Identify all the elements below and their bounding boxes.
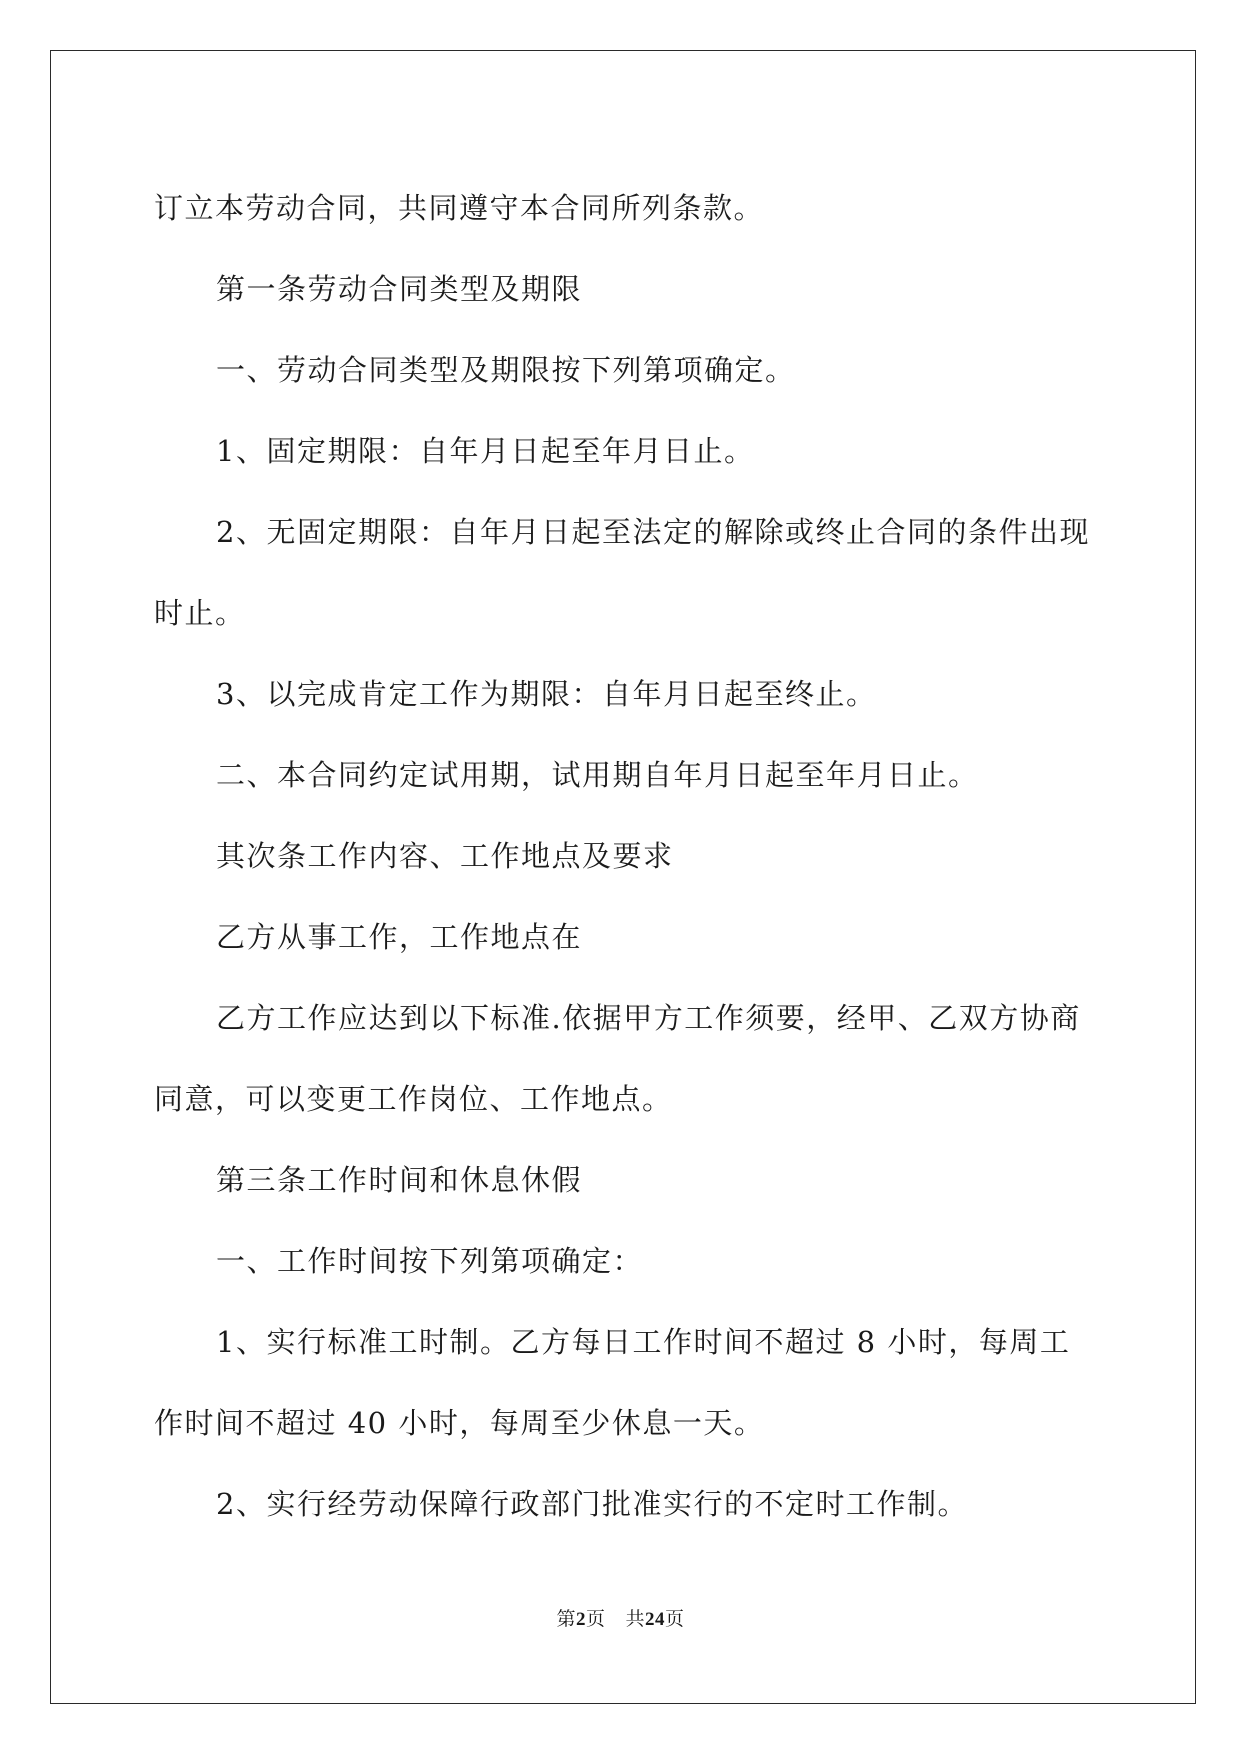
- paragraph: 乙方从事工作，工作地点在: [216, 920, 583, 954]
- total-page-number: 24: [645, 1609, 666, 1630]
- paragraph: 3、以完成肯定工作为期限：自年月日起至终止。: [216, 677, 877, 711]
- paragraph: 2、无固定期限：自年月日起至法定的解除或终止合同的条件出现时止。: [154, 515, 1090, 630]
- footer-total-suffix: 页: [665, 1609, 685, 1630]
- section-heading: 第三条工作时间和休息休假: [216, 1163, 583, 1197]
- paragraph: 订立本劳动合同，共同遵守本合同所列条款。: [154, 191, 765, 225]
- page-footer: [0, 1604, 1241, 1631]
- paragraph: 二、本合同约定试用期，试用期自年月日起至年月日止。: [216, 758, 979, 792]
- section-heading: 其次条工作内容、工作地点及要求: [216, 839, 674, 873]
- footer-prefix: 第: [556, 1609, 576, 1630]
- paragraph: 1、固定期限：自年月日起至年月日止。: [216, 434, 755, 468]
- paragraph: 2、实行经劳动保障行政部门批准实行的不定时工作制。: [216, 1487, 968, 1521]
- document-body: [154, 168, 1094, 1545]
- paragraph: 一、工作时间按下列第项确定：: [216, 1244, 644, 1278]
- footer-total-prefix: 共: [625, 1609, 646, 1630]
- paragraph: 乙方工作应达到以下标准.依据甲方工作须要，经甲、乙双方协商同意，可以变更工作岗位、工作地点。: [154, 1001, 1081, 1116]
- current-page-number: 2: [575, 1609, 586, 1630]
- section-heading: 第一条劳动合同类型及期限: [216, 272, 583, 306]
- footer-page-suffix: 页: [585, 1609, 606, 1630]
- paragraph: 1、实行标准工时制。乙方每日工作时间不超过 8 小时，每周工作时间不超过 40 小时，每周至少休息一天。: [154, 1325, 1071, 1440]
- paragraph: 一、劳动合同类型及期限按下列第项确定。: [216, 353, 796, 387]
